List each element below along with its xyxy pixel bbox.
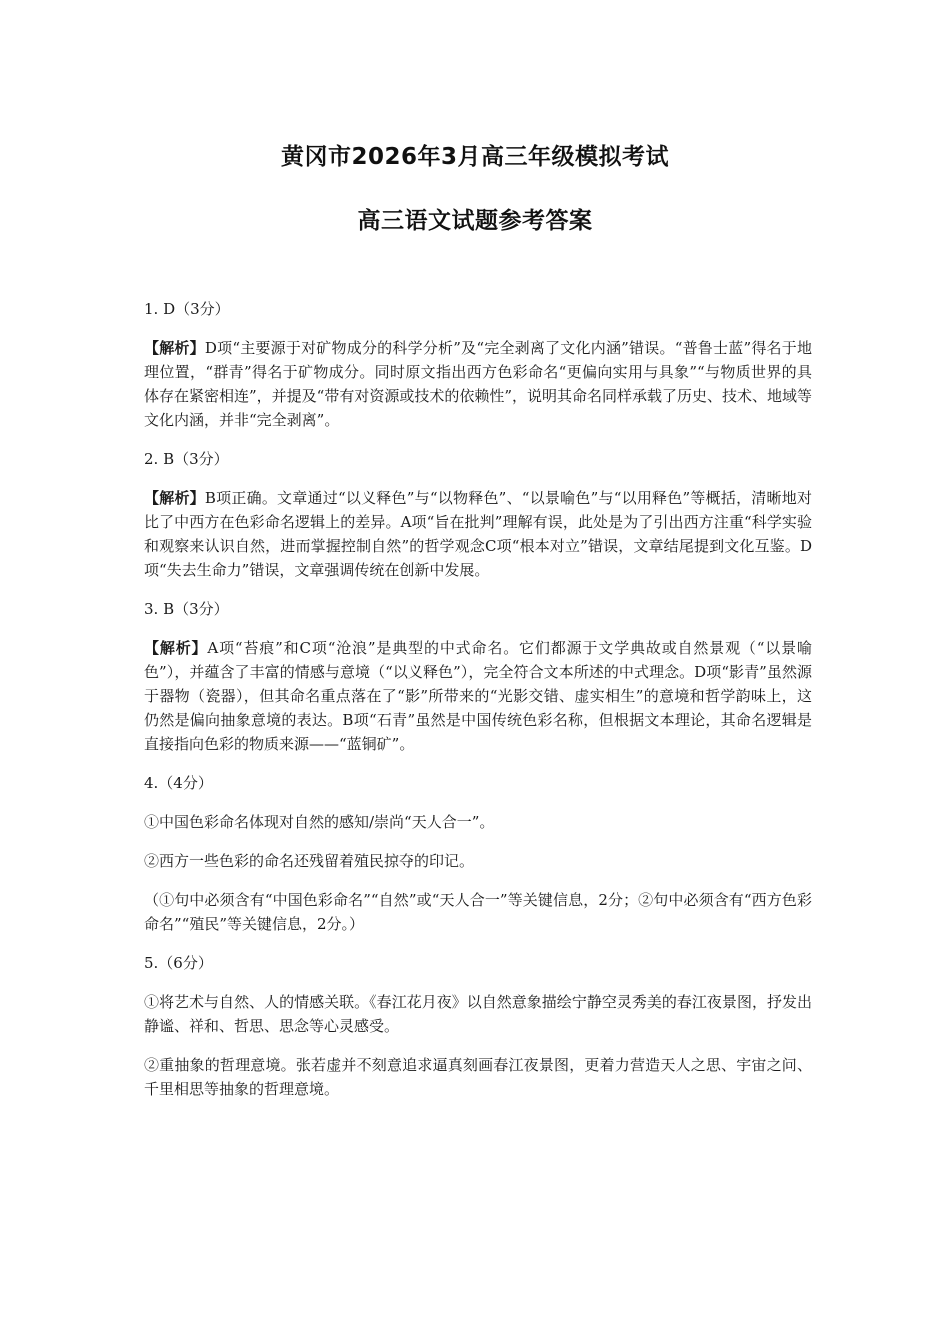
analysis-tag: 【解析】 xyxy=(144,639,208,657)
q3-analysis xyxy=(144,636,812,756)
q5-point-1: ①将艺术与自然、人的情感关联。《春江花月夜》以自然意象描绘宁静空灵秀美的春江夜景图，抒发出静谧、祥和、哲思、思念等心灵感受。 xyxy=(144,993,812,1035)
analysis-tag: 【解析】 xyxy=(144,489,205,507)
q2-answer: 2. B（3分） xyxy=(144,450,229,468)
exam-subtitle: 高三语文试题参考答案 xyxy=(357,208,593,234)
q4-scoring-note: （①句中必须含有“中国色彩命名”“自然”或“天人合一”等关键信息，2分；②句中必须含有“西方色彩命名”“殖民”等关键信息，2分。） xyxy=(144,891,812,933)
q1-analysis-text: D项“主要源于对矿物成分的科学分析”及“完全剥离了文化内涵”错误。“普鲁士蓝”得名于地理位置，“群青”得名于矿物成分。同时原文指出西方色彩命名“更偏向实用与具象”“与物质世界的具体存在紧密相连”，并提及“带有对资源或技术的依赖性”，说明其命名同样承载了历史、技术、地域等文化内涵，并非“完全剥离”。 xyxy=(144,339,813,429)
analysis-tag: 【解析】 xyxy=(144,339,205,357)
q2-analysis xyxy=(144,486,812,582)
q3-answer: 3. B（3分） xyxy=(144,600,229,618)
q4-point-1: ①中国色彩命名体现对自然的感知/崇尚“天人合一”。 xyxy=(144,813,495,831)
exam-title: 黄冈市2026年3月高三年级模拟考试 xyxy=(280,144,670,170)
q2-analysis-text: B项正确。文章通过“以义释色”与“以物释色”、“以景喻色”与“以用释色”等概括，清晰地对比了中西方在色彩命名逻辑上的差异。A项“旨在批判”理解有误，此处是为了引出西方注重“科学实验和观察来认识自然，进而掌握控制自然”的哲学观念C项“根本对立”错误，文章结尾提到文化互鉴。D项“失去生命力”错误，文章强调传统在创新中发展。 xyxy=(144,489,812,579)
q3-analysis-text: A项“苔痕”和C项“沧浪”是典型的中式命名。它们都源于文学典故或自然景观（“以景喻色”），并蕴含了丰富的情感与意境（“以义释色”），完全符合文本所述的中式理念。D项“影青”虽然源于器物（瓷器），但其命名重点落在了“影”所带来的“光影交错、虚实相生”的意境和哲学韵味上，这仍然是偏向抽象意境的表达。B项“石青”虽然是中国传统色彩名称，但根据文本理论，其命名逻辑是直接指向色彩的物质来源——“蓝铜矿”。 xyxy=(144,639,812,753)
q4-point-2: ②西方一些色彩的命名还残留着殖民掠夺的印记。 xyxy=(144,852,475,870)
q1-analysis xyxy=(144,336,812,432)
q5-answer: 5.（6分） xyxy=(144,954,213,972)
q1-answer: 1. D（3分） xyxy=(144,300,230,318)
answer-content xyxy=(144,297,812,1116)
q5-point-2: ②重抽象的哲理意境。张若虚并不刻意追求逼真刻画春江夜景图，更着力营造天人之思、宇宙之问、千里相思等抽象的哲理意境。 xyxy=(144,1056,812,1098)
q4-answer: 4.（4分） xyxy=(144,774,213,792)
